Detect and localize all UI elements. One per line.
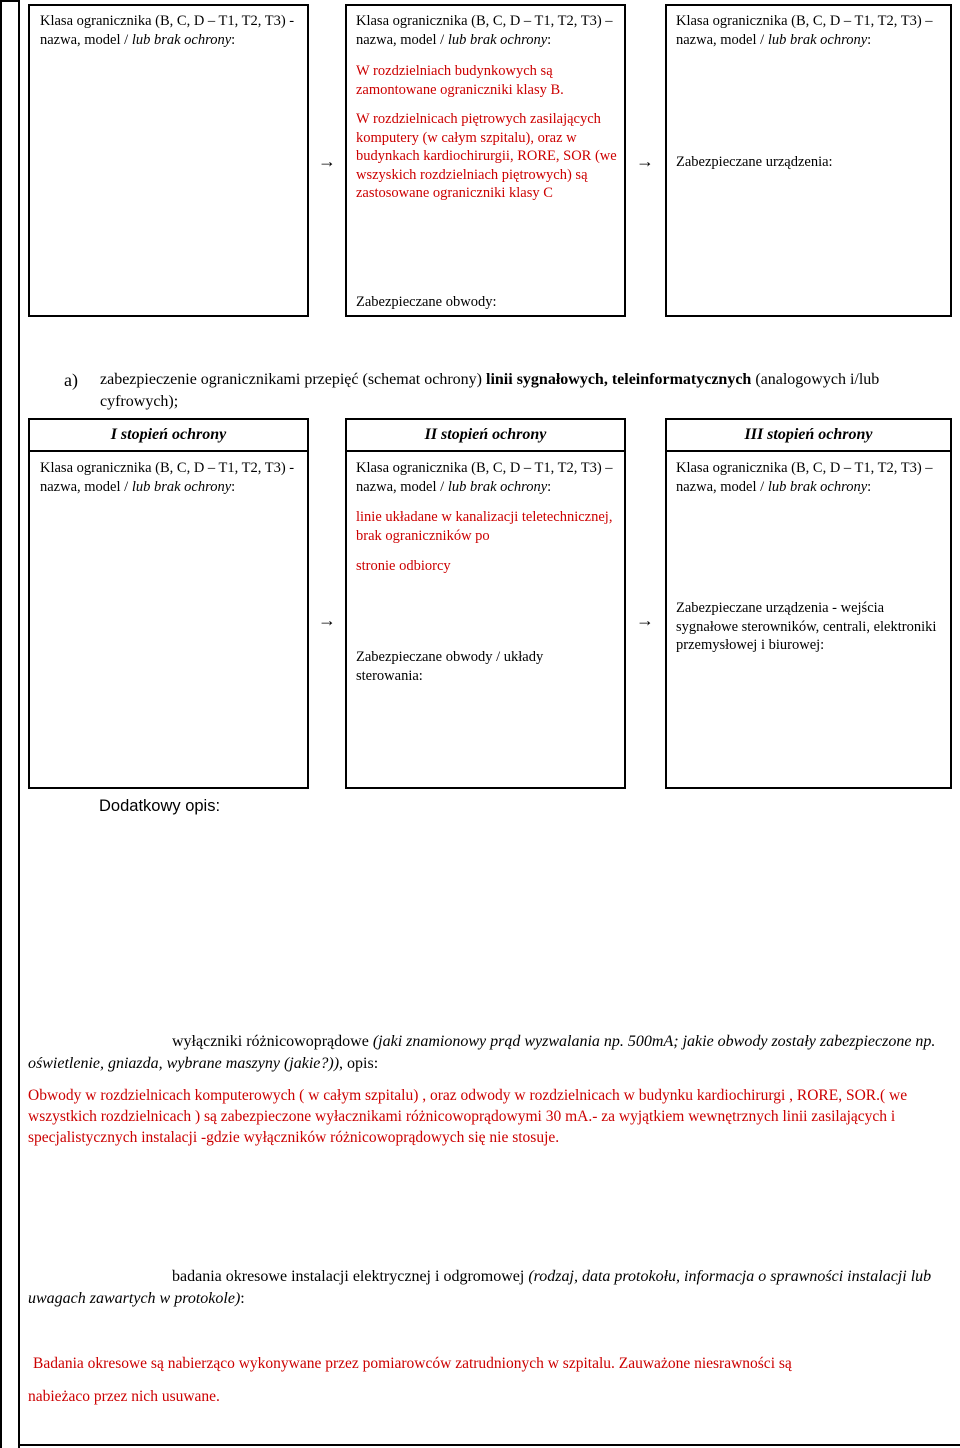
frame-inner-border <box>18 8 20 1448</box>
signal-stage2-box <box>345 450 626 789</box>
top-stage2-header: Klasa ogranicznika (B, C, D – T1, T2, T3) – nazwa, model / lub brak ochrony: <box>356 13 613 48</box>
top-stage1-box <box>28 4 309 317</box>
arrow-right-icon: → <box>318 151 336 171</box>
top-stage3-header: Klasa ogranicznika (B, C, D – T1, T2, T3) – nazwa, model / lub brak ochrony: <box>676 13 933 48</box>
signal-stage1-header: Klasa ogranicznika (B, C, D – T1, T2, T3) - nazwa, model / lub brak ochrony: <box>40 460 295 495</box>
inspection-label: badania okresowe instalacji elektrycznej i odgromowej (rodzaj, data protokołu, informacja o sprawności instalacji lub uwagach zawartych w protokole): <box>28 1268 932 1307</box>
rcd-answer: Obwody w rozdzielnicach komputerowych ( w całym szpitalu) , oraz odwody w rozdzielnicach w budynku kardiochirurgi , RORE, SOR.( we wszystkich rozdzielnicach ) są zabezpieczone wyłacznikami różnicowoprądowymi 30 mA.- za wyjątkiem wewnętrznych linii zasilających i specjalistycznych instalacji -gdzie wyłączników różnicowoprądowych się nie stosuje. <box>28 1087 908 1146</box>
signal-stage2-note-duct: linie układane w kanalizacji teletechnicznej, brak ograniczników po <box>356 509 613 544</box>
signal-stage2-header: Klasa ogranicznika (B, C, D – T1, T2, T3) – nazwa, model / lub brak ochrony: <box>356 460 613 495</box>
signal-stage3-devices-label: Zabezpieczane urządzenia - wejścia sygnałowe sterowników, centrali, elektroniki przemysłowej i biurowej: <box>676 600 937 653</box>
rcd-label: wyłączniki różnicowoprądowe (jaki znamionowy prąd wyzwalania np. 500mA; jakie obwody zostały zabezpieczone np. oświetlenie, gniazda, wybrane maszyny (jakie?)), opis: <box>28 1033 936 1072</box>
top-stage2-circuits-label: Zabezpieczane obwody: <box>356 294 497 310</box>
frame-corner-tab <box>0 0 20 10</box>
top-stage2-note-floor: W rozdzielnicach piętrowych zasilających komputery (w całym szpitalu), oraz w budynkach kardiochirurgii, RORE, SOR (we wszyskich rozdzielniach piętrowych) są zastosowane ograniczniki klasy C <box>356 111 617 201</box>
frame-left-border <box>0 0 2 1448</box>
arrow-right-icon: → <box>636 610 654 630</box>
stage1-heading: I stopień ochrony <box>28 418 309 452</box>
additional-description-label: Dodatkowy opis: <box>99 797 221 815</box>
signal-stage2-note-receiver: stronie odbiorcy <box>356 558 451 574</box>
section-a-title: zabezpieczenie ogranicznikami przepięć (schemat ochrony) linii sygnałowych, teleinformatycznych (analogowych i/lub cyfrowych); <box>100 371 880 410</box>
inspection-answer-line1: Badania okresowe są nabierząco wykonywane przez pomiarowców zatrudnionych w szpitalu. Zauważone niesrawności są <box>33 1355 792 1372</box>
inspection-answer-line2: nabieżaco przez nich usuwane. <box>28 1388 220 1405</box>
top-stage1-header: Klasa ogranicznika (B, C, D – T1, T2, T3) - nazwa, model / lub brak ochrony: <box>40 13 295 48</box>
frame-bottom-border <box>18 1444 960 1446</box>
signal-stage3-header: Klasa ogranicznika (B, C, D – T1, T2, T3) – nazwa, model / lub brak ochrony: <box>676 460 933 495</box>
stage3-heading: III stopień ochrony <box>665 418 952 452</box>
arrow-right-icon: → <box>318 610 336 630</box>
section-a-marker: a) <box>64 370 78 390</box>
signal-stage2-circuits-label: Zabezpieczane obwody / układy sterowania: <box>356 649 544 684</box>
top-stage2-note-building: W rozdzielniach budynkowych są zamontowane ograniczniki klasy B. <box>356 63 564 98</box>
stage2-heading: II stopień ochrony <box>345 418 626 452</box>
arrow-right-icon: → <box>636 151 654 171</box>
top-stage3-devices-label: Zabezpieczane urządzenia: <box>676 154 833 170</box>
signal-stage1-box <box>28 450 309 789</box>
